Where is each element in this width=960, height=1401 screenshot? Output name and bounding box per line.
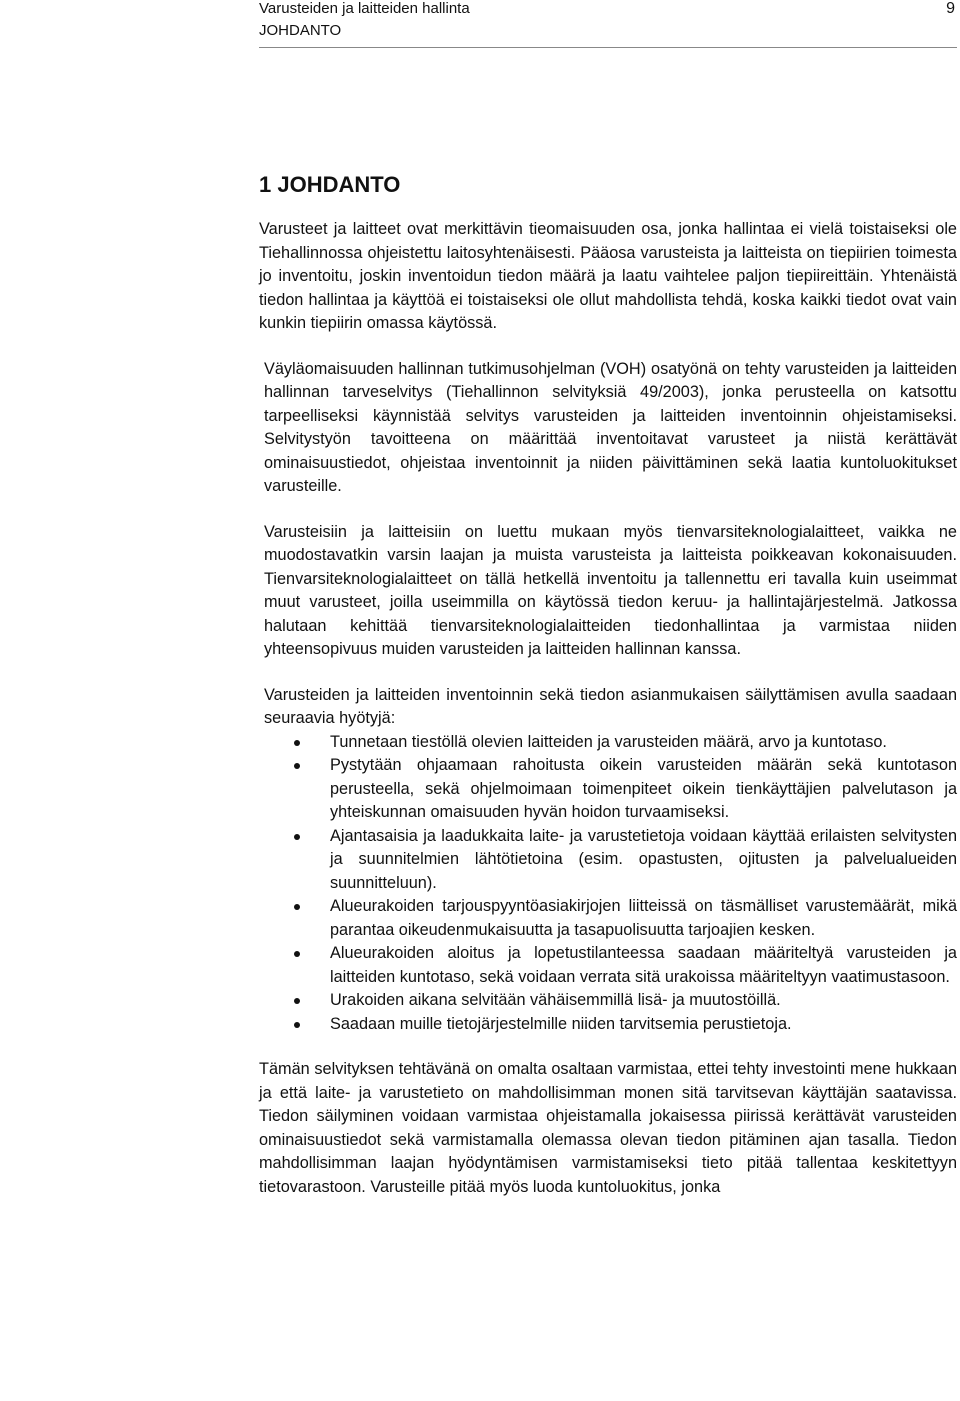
page-number: 9 <box>946 0 955 17</box>
list-item <box>330 825 957 896</box>
closing-paragraph: Tämän selvityksen tehtävänä on omalta osaltaan varmistaa, ettei tehty investointi mene hukkaan ja että laite- ja varustetieto on mahdollisimman monen sitä tarvitsevan käyttäjän saatavissa. Tiedon säilyminen voidaan varmistaa ohjeistamalla jokaisessa piirissä kerättävät varusteiden ominaisuustiedot sekä varmistamalla olemassa olevan tiedon pitäminen ajan tasalla. Tiedon mahdollisimman laajan hyödyntämisen varmistamiseksi tieto pitää tallentaa keskitettyyn tietovarastoon. Varusteille pitää myös luoda kuntoluokitus, jonka <box>259 1060 957 1196</box>
roadside-technology-paragraph: Varusteisiin ja laitteisiin on luettu mukaan myös tienvarsiteknologialaitteet, vaikka ne muodostavatkin varsin laajan ja muista varusteista ja laitteista poikkeavan kokonaisuuden. Tienvarsiteknologialaitteet on tällä hetkellä inventoitu ja tallennettu eri tavalla kuin useimmat muut varusteet, joilla useimmilla on käytössä tiedon keruu- ja hallintajärjestelmä. Jatkossa halutaan kehittää tienvarsiteknologialaitteiden tiedonhallintaa ja varmistaa niiden yhteensopivuus muiden varusteiden ja laitteiden hallinnan kanssa. <box>264 522 957 658</box>
list-item-text: Urakoiden aikana selvitään vähäisemmillä lisä- ja muutostöillä. <box>330 991 781 1009</box>
bullet-icon <box>294 763 300 769</box>
running-header-section: JOHDANTO <box>259 22 342 39</box>
benefits-intro-paragraph: Varusteiden ja laitteiden inventoinnin sekä tiedon asianmukaisen säilyttämisen avulla saadaan seuraavia hyötyjä: <box>264 685 957 727</box>
bullet-icon <box>294 834 300 840</box>
bullet-icon <box>294 740 300 746</box>
list-item-text: Alueurakoiden tarjouspyyntöasiakirjojen liitteissä on täsmälliset varustemäärät, mikä parantaa oikeudenmukaisuutta ja tasapuolisuutta tarjoajien kesken. <box>330 897 957 939</box>
list-item <box>330 895 957 942</box>
voh-paragraph: Väyläomaisuuden hallinnan tutkimusohjelman (VOH) osatyönä on tehty varusteiden ja laitteiden hallinnan tarveselvitys (Tiehallinnon selvityksiä 49/2003), jonka perusteella on katsottu tarpeelliseksi käynnistää selvitys varusteiden ja laitteiden inventoinnin ohjeistamiseksi. Selvitystyön tavoitteena on määrittää inventoitavat varusteet ja niistä kerättävät ominaisuustiedot, ohjeistaa inventoinnit ja niiden päivittäminen sekä laatia kuntoluokitukset varusteille. <box>264 359 957 495</box>
header-divider <box>259 47 957 48</box>
bullet-icon <box>294 998 300 1004</box>
list-item <box>330 754 957 825</box>
bullet-icon <box>294 951 300 957</box>
list-item-text: Ajantasaisia ja laadukkaita laite- ja varustetietoja voidaan käyttää erilaisten selvitysten ja suunnitelmien lähtötietoina (esim. opastusten, ojitusten ja palvelualueiden suunnitteluun). <box>330 826 957 892</box>
list-item-text: Tunnetaan tiestöllä olevien laitteiden ja varusteiden määrä, arvo ja kuntotaso. <box>330 732 887 751</box>
list-item <box>330 731 957 755</box>
chapter-heading: 1 JOHDANTO <box>259 172 401 197</box>
intro-paragraph: Varusteet ja laitteet ovat merkittävin tieomaisuuden osa, jonka hallintaa ei vielä toistaiseksi ole Tiehallinnossa ohjeistettu laitosyhtenäisesti. Pääosa varusteista ja laitteista on tiepiirien toimesta jo inventoitu, joskin inventoidun tiedon määrä ja laatu vaihtelee paljon tiepiireittäin. Yhtenäistä tiedon hallintaa ja käyttöä ei toistaiseksi ole ollut mahdollista tehdä, koska kaikki tiedot ovat vain kunkin tiepiirin omassa käytössä. <box>259 220 957 332</box>
page-header <box>259 0 957 50</box>
bullet-icon <box>294 1022 300 1028</box>
list-item-text: Saadaan muille tietojärjestelmille niiden tarvitsemia perustietoja. <box>330 1014 792 1033</box>
running-header-title: Varusteiden ja laitteiden hallinta <box>259 0 470 17</box>
bullet-icon <box>294 904 300 910</box>
benefits-list <box>259 731 957 1037</box>
list-item <box>330 989 957 1013</box>
list-item-text: Alueurakoiden aloitus ja lopetustilanteessa saadaan määriteltyä varusteiden ja laitteiden kuntotaso, sekä voidaan verrata sitä urakoissa määriteltyyn vaatimustasoon. <box>330 944 957 986</box>
list-item <box>330 1013 957 1037</box>
document-body <box>259 218 957 1221</box>
list-item <box>330 942 957 989</box>
list-item-text: Pystytään ohjaamaan rahoitusta oikein varusteiden määrän sekä kuntotason perusteella, sekä ohjelmoimaan toimenpiteet oikein tienkäyttäjien palvelutason ja yhteiskunnan omaisuuden hyvän hoidon turvaamiseksi. <box>330 756 957 821</box>
